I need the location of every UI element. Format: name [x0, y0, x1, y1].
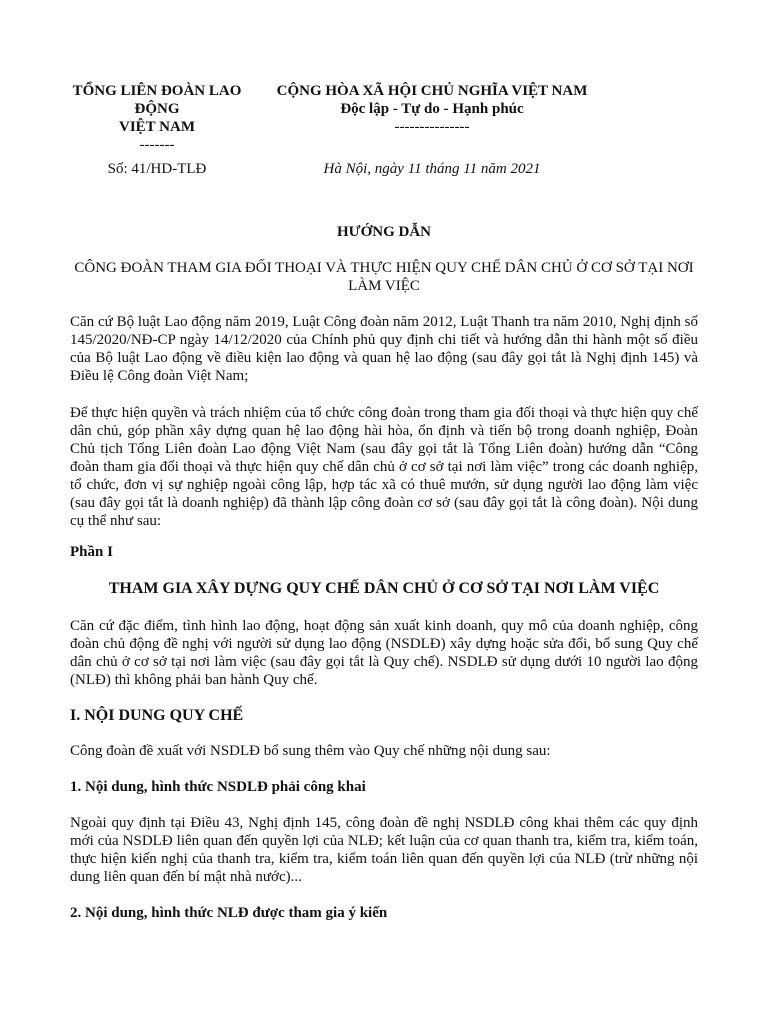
- section-intro-paragraph: Công đoàn đề xuất với NSDLĐ bổ sung thêm vào Quy chế những nội dung sau:: [70, 743, 551, 759]
- country-name: CỘNG HÒA XÃ HỘI CHỦ NGHĨA VIỆT NAM: [276, 83, 588, 99]
- issuing-organization: [62, 82, 252, 154]
- subject-line1: CÔNG ĐOÀN THAM GIA ĐỐI THOẠI VÀ THỰC HIỆN QUY CHẾ DÂN CHỦ Ở CƠ SỞ TẠI NƠI: [74, 260, 694, 276]
- org-name-line1: TỔNG LIÊN ĐOÀN LAO: [72, 83, 242, 99]
- subsection-heading-2: 2. Nội dung, hình thức NLĐ được tham gia ý kiến: [70, 905, 388, 921]
- place-and-date: Hà Nội, ngày 11 tháng 11 năm 2021: [323, 161, 541, 177]
- part-heading: Phần I: [70, 544, 113, 560]
- org-name-line2: ĐỘNG: [134, 101, 180, 117]
- national-motto: Độc lập - Tự do - Hạnh phúc: [340, 101, 524, 117]
- legal-basis-paragraph: Căn cứ Bộ luật Lao động năm 2019, Luật Công đoàn năm 2012, Luật Thanh tra năm 2010, Nghị định số 145/2020/NĐ-CP ngày 14/12/2020 của Chính phủ quy định chi tiết và hướng dẫn thi hành một số điều của Bộ luật Lao động về điều kiện lao động và quan hệ lao động (sau đây gọi tắt là Nghị định 145) và Điều lệ Công đoàn Việt Nam;: [70, 314, 698, 384]
- national-heading: [262, 82, 602, 136]
- subject-line2: LÀM VIỆC: [348, 278, 420, 294]
- part-title: THAM GIA XÂY DỰNG QUY CHẾ DÂN CHỦ Ở CƠ SỞ TẠI NƠI LÀM VIỆC: [108, 580, 660, 597]
- document-number: Số: 41/HD-TLĐ: [107, 161, 207, 177]
- document-type-title: HƯỚNG DẪN: [336, 224, 432, 240]
- motto-separator: ---------------: [394, 119, 470, 135]
- org-name-line3: VIỆT NAM: [119, 119, 195, 135]
- org-separator: -------: [139, 137, 175, 153]
- part-intro-paragraph: Căn cứ đặc điểm, tình hình lao động, hoạt động sản xuất kinh doanh, quy mô của doanh nghiệp, công đoàn chủ động đề nghị với người sử dụng lao động (NSDLĐ) xây dựng hoặc sửa đổi, bổ sung Quy chế dân chủ ở cơ sở tại nơi làm việc (sau đây gọi tắt là Quy chế). NSDLĐ sử dụng dưới 10 người lao động (NLĐ) thì không phải ban hành Quy chế.: [70, 618, 698, 688]
- subsection-heading-1: 1. Nội dung, hình thức NSDLĐ phải công khai: [70, 779, 366, 795]
- subsection-1-paragraph: Ngoài quy định tại Điều 43, Nghị định 145, công đoàn đề nghị NSDLĐ công khai thêm các quy định mới của NSDLĐ liên quan đến quyền lợi của NLĐ; kết luận của cơ quan thanh tra, kiểm tra, kiểm toán, thực hiện kiến nghị của thanh tra, kiểm tra, kiểm toán liên quan đến quyền lợi của NLĐ (trừ những nội dung liên quan đến bí mật nhà nước)...: [70, 815, 698, 885]
- section-heading: I. NỘI DUNG QUY CHẾ: [70, 707, 244, 724]
- document-subject: [60, 259, 708, 295]
- purpose-paragraph: Để thực hiện quyền và trách nhiệm của tổ chức công đoàn trong tham gia đối thoại và thực hiện quy chế dân chủ, góp phần xây dựng quan hệ lao động hài hòa, ổn định và tiến bộ trong doanh nghiệp, Đoàn Chủ tịch Tổng Liên đoàn Lao động Việt Nam (sau đây gọi tắt là Tổng Liên đoàn) hướng dẫn “Công đoàn tham gia đối thoại và thực hiện quy chế dân chủ ở cơ sở tại nơi làm việc” trong các doanh nghiệp, tổ chức, đơn vị sự nghiệp ngoài công lập, hợp tác xã có thuê mướn, sử dụng người lao động làm việc (sau đây gọi tắt là doanh nghiệp) đã thành lập công đoàn cơ sở (sau đây gọi tắt là công đoàn). Nội dung cụ thể như sau:: [70, 405, 698, 529]
